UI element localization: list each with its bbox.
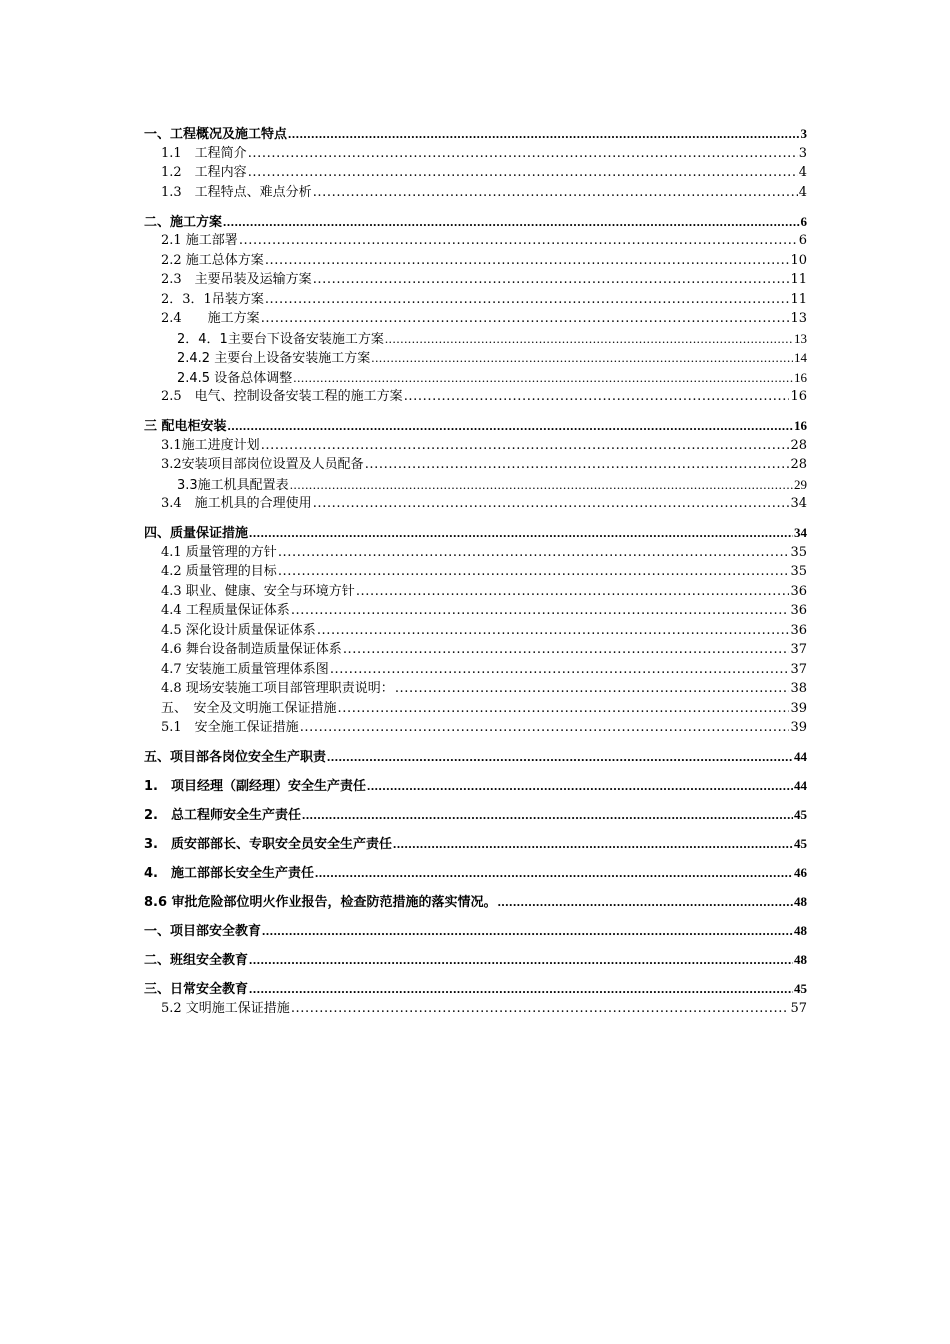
toc-entry-title: 二、班组安全教育 bbox=[144, 953, 249, 968]
toc-entry[interactable] bbox=[144, 309, 807, 329]
toc-entry[interactable] bbox=[144, 562, 807, 582]
toc-dot-leader bbox=[290, 475, 793, 495]
toc-entry[interactable] bbox=[144, 805, 807, 825]
toc-dot-leader bbox=[228, 416, 793, 436]
toc-dot-leader bbox=[356, 582, 790, 602]
toc-dot-leader bbox=[367, 776, 793, 796]
toc-entry[interactable] bbox=[144, 436, 807, 456]
toc-entry[interactable] bbox=[144, 679, 807, 699]
toc-page-number: 11 bbox=[790, 272, 807, 287]
toc-entry-title: 四、质量保证措施 bbox=[144, 526, 249, 541]
toc-entry-title: 二、施工方案 bbox=[144, 214, 223, 230]
toc-entry-title: 2.4.2 主要台上设备安装施工方案 bbox=[177, 351, 371, 366]
toc-entry[interactable] bbox=[144, 348, 807, 368]
toc-entry-title: 2．4．1主要台下设备安装施工方案 bbox=[177, 331, 384, 347]
toc-dot-leader bbox=[249, 950, 793, 970]
toc-entry-title: 3.4 施工机具的合理使用 bbox=[161, 496, 312, 511]
toc-entry[interactable] bbox=[144, 124, 807, 144]
toc-entry[interactable] bbox=[144, 950, 807, 970]
toc-entry[interactable] bbox=[144, 212, 807, 232]
toc-page-number: 36 bbox=[790, 622, 807, 638]
toc-entry-title: 2.4 施工方案 bbox=[161, 311, 260, 326]
toc-page-number: 48 bbox=[794, 894, 807, 909]
toc-dot-leader bbox=[393, 834, 793, 854]
toc-dot-leader bbox=[278, 543, 790, 563]
toc-dot-leader bbox=[249, 979, 793, 999]
toc-entry-title: 4.8 现场安装施工项目部管理职责说明： bbox=[161, 681, 394, 696]
toc-entry[interactable] bbox=[144, 183, 807, 203]
toc-dot-leader bbox=[261, 436, 790, 456]
toc-dot-leader bbox=[248, 144, 798, 164]
toc-entry[interactable] bbox=[144, 601, 807, 621]
toc-dot-leader bbox=[300, 718, 790, 738]
toc-entry[interactable] bbox=[144, 621, 807, 641]
toc-entry-title: 一、工程概况及施工特点 bbox=[144, 127, 288, 142]
toc-entry[interactable] bbox=[144, 368, 807, 388]
toc-page-number: 44 bbox=[794, 749, 807, 764]
toc-page-number: 45 bbox=[794, 981, 807, 996]
toc-entry[interactable] bbox=[144, 163, 807, 183]
toc-dot-leader bbox=[313, 270, 790, 290]
toc-entry-title: 3.1施工进度计划 bbox=[161, 437, 260, 453]
toc-entry-title: 三、日常安全教育 bbox=[144, 982, 249, 997]
toc-page-number: 16 bbox=[794, 369, 807, 385]
toc-entry-title: 3. 质安部部长、专职安全员安全生产责任 bbox=[144, 837, 392, 852]
toc-entry-title: 1.1 工程简介 bbox=[161, 145, 247, 161]
toc-dot-leader bbox=[288, 124, 799, 144]
toc-page-number: 34 bbox=[790, 496, 807, 511]
toc-entry-title: 4. 施工部部长安全生产责任 bbox=[144, 866, 314, 881]
toc-entry-title: 4.4 工程质量保证体系 bbox=[161, 603, 290, 618]
toc-page-number: 16 bbox=[790, 389, 807, 404]
toc-entry-title: 4.2 质量管理的目标 bbox=[161, 564, 277, 579]
toc-dot-leader bbox=[330, 660, 790, 680]
toc-entry[interactable] bbox=[144, 455, 807, 475]
toc-entry[interactable] bbox=[144, 387, 807, 407]
toc-page-number: 45 bbox=[794, 836, 807, 851]
toc-page-number: 39 bbox=[790, 720, 807, 735]
toc-entry-title: 4.1 质量管理的方针 bbox=[161, 544, 277, 560]
toc-dot-leader bbox=[291, 999, 790, 1019]
toc-entry-title: 一、项目部安全教育 bbox=[144, 924, 262, 939]
toc-dot-leader bbox=[338, 699, 790, 719]
toc-entry[interactable] bbox=[144, 718, 807, 738]
toc-page-number: 28 bbox=[790, 437, 807, 453]
toc-page-number: 16 bbox=[794, 418, 807, 433]
toc-page-number: 36 bbox=[790, 603, 807, 618]
toc-entry[interactable] bbox=[144, 475, 807, 495]
toc-dot-leader bbox=[223, 212, 799, 232]
toc-page-number: 34 bbox=[794, 525, 807, 540]
toc-entry[interactable] bbox=[144, 776, 807, 796]
toc-entry-title: 2.5 电气、控制设备安装工程的施工方案 bbox=[161, 389, 403, 404]
toc-entry-title: 1.2 工程内容 bbox=[161, 165, 247, 180]
toc-entry-title: 2.2 施工总体方案 bbox=[161, 252, 264, 268]
toc-dot-leader bbox=[248, 163, 798, 183]
toc-entry[interactable] bbox=[144, 863, 807, 883]
toc-page-number: 13 bbox=[790, 311, 807, 326]
toc-entry[interactable] bbox=[144, 640, 807, 660]
toc-dot-leader bbox=[302, 805, 793, 825]
toc-entry[interactable] bbox=[144, 582, 807, 602]
toc-page-number: 38 bbox=[790, 681, 807, 696]
toc-entry-title: 1. 项目经理（副经理）安全生产责任 bbox=[144, 779, 366, 794]
toc-dot-leader bbox=[343, 640, 790, 660]
table-of-contents bbox=[144, 124, 807, 1018]
toc-dot-leader bbox=[278, 562, 790, 582]
toc-entry-title: 4.7 安装施工质量管理体系图 bbox=[161, 661, 329, 677]
toc-page-number: 48 bbox=[794, 952, 807, 967]
toc-page-number: 35 bbox=[790, 564, 807, 579]
toc-entry-title: 5.1 安全施工保证措施 bbox=[161, 720, 299, 735]
toc-entry[interactable] bbox=[144, 892, 807, 912]
toc-entry[interactable] bbox=[144, 543, 807, 563]
toc-page-number: 4 bbox=[798, 184, 807, 200]
toc-dot-leader bbox=[498, 892, 793, 912]
toc-entry[interactable] bbox=[144, 251, 807, 271]
toc-dot-leader bbox=[371, 348, 793, 368]
toc-dot-leader bbox=[293, 368, 793, 388]
toc-page-number: 45 bbox=[794, 807, 807, 822]
toc-entry[interactable] bbox=[144, 329, 807, 349]
toc-page-number: 4 bbox=[798, 165, 807, 180]
toc-dot-leader bbox=[261, 309, 790, 329]
toc-page-number: 46 bbox=[794, 865, 807, 880]
toc-dot-leader bbox=[313, 494, 790, 514]
toc-dot-leader bbox=[365, 455, 790, 475]
toc-entry-title: 2.3 主要吊装及运输方案 bbox=[161, 272, 312, 287]
toc-entry-title: 4.3 职业、健康、安全与环境方针 bbox=[161, 583, 355, 599]
toc-page-number: 13 bbox=[794, 330, 807, 346]
toc-page-number: 28 bbox=[790, 457, 807, 472]
toc-dot-leader bbox=[313, 183, 798, 203]
toc-page-number: 48 bbox=[794, 923, 807, 938]
toc-dot-leader bbox=[249, 523, 793, 543]
toc-entry-title: 2. 总工程师安全生产责任 bbox=[144, 808, 301, 823]
toc-entry-title: 5.2 文明施工保证措施 bbox=[161, 1000, 290, 1016]
toc-entry[interactable] bbox=[144, 290, 807, 310]
toc-dot-leader bbox=[262, 921, 793, 941]
toc-entry-title: 2.4.5 设备总体调整 bbox=[177, 370, 293, 386]
toc-entry[interactable] bbox=[144, 523, 807, 543]
toc-entry[interactable] bbox=[144, 921, 807, 941]
toc-entry-title: 4.5 深化设计质量保证体系 bbox=[161, 622, 316, 638]
toc-page-number: 44 bbox=[794, 778, 807, 793]
toc-page-number: 10 bbox=[790, 252, 807, 268]
toc-dot-leader bbox=[291, 601, 790, 621]
toc-dot-leader bbox=[317, 621, 790, 641]
toc-entry[interactable] bbox=[144, 999, 807, 1019]
toc-dot-leader bbox=[327, 747, 793, 767]
toc-page-number: 3 bbox=[798, 145, 807, 161]
toc-page-number: 11 bbox=[790, 291, 807, 307]
toc-entry-title: 2.1 施工部署 bbox=[161, 233, 238, 248]
toc-entry[interactable] bbox=[144, 747, 807, 767]
toc-entry-title: 8.6 审批危险部位明火作业报告，检查防范措施的落实情况。 bbox=[144, 895, 497, 910]
toc-page-number: 6 bbox=[800, 213, 807, 229]
toc-entry[interactable] bbox=[144, 660, 807, 680]
toc-entry[interactable] bbox=[144, 144, 807, 164]
toc-page-number: 57 bbox=[790, 1000, 807, 1016]
toc-entry-title: 五、 安全及文明施工保证措施 bbox=[161, 700, 337, 716]
toc-page-number: 36 bbox=[790, 583, 807, 599]
toc-entry[interactable] bbox=[144, 979, 807, 999]
toc-entry-title: 五、项目部各岗位安全生产职责 bbox=[144, 750, 327, 765]
toc-dot-leader bbox=[404, 387, 790, 407]
toc-page-number: 29 bbox=[794, 476, 807, 492]
toc-dot-leader bbox=[385, 329, 793, 349]
toc-entry-title: 3.2安装项目部岗位设置及人员配备 bbox=[161, 457, 364, 472]
toc-entry-title: 2．3．1吊装方案 bbox=[161, 291, 264, 307]
toc-dot-leader bbox=[265, 251, 790, 271]
toc-entry-title: 三 配电柜安装 bbox=[144, 419, 227, 434]
toc-entry[interactable] bbox=[144, 270, 807, 290]
toc-page-number: 37 bbox=[790, 661, 807, 677]
toc-entry[interactable] bbox=[144, 494, 807, 514]
toc-entry[interactable] bbox=[144, 416, 807, 436]
toc-page-number: 35 bbox=[790, 544, 807, 560]
toc-entry[interactable] bbox=[144, 834, 807, 854]
toc-dot-leader bbox=[315, 863, 793, 883]
toc-entry-title: 4.6 舞台设备制造质量保证体系 bbox=[161, 642, 342, 657]
toc-entry[interactable] bbox=[144, 699, 807, 719]
toc-page-number: 3 bbox=[800, 126, 807, 141]
toc-dot-leader bbox=[265, 290, 790, 310]
toc-entry[interactable] bbox=[144, 231, 807, 251]
toc-page-number: 14 bbox=[794, 350, 807, 365]
toc-dot-leader bbox=[239, 231, 798, 251]
toc-page-number: 6 bbox=[798, 233, 807, 248]
toc-entry-title: 1.3 工程特点、难点分析 bbox=[161, 184, 312, 200]
toc-entry-title: 3.3施工机具配置表 bbox=[177, 477, 289, 493]
toc-page-number: 39 bbox=[790, 700, 807, 716]
toc-dot-leader bbox=[395, 679, 790, 699]
toc-page-number: 37 bbox=[790, 642, 807, 657]
